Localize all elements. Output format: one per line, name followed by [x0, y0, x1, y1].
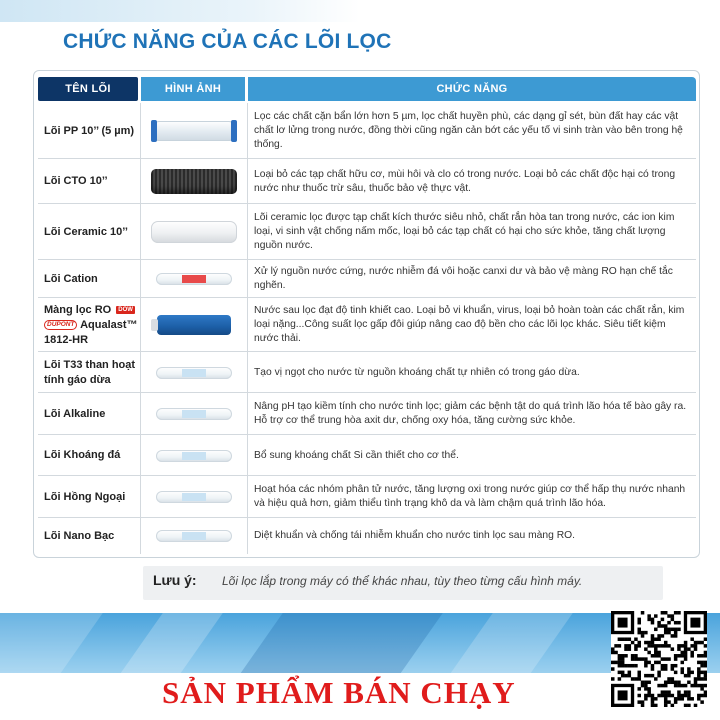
- column-divider: [247, 435, 248, 476]
- filter-name: Lõi Nano Bạc: [44, 529, 115, 542]
- filter-function: Nước sau lọc đạt độ tinh khiết cao. Loại bỏ vi khuẩn, virus, loại bỏ hoàn toàn các chất rắn, kim loại nặng...Công suất lọc gấp đôi giúp nâng cao độ bền cho các lõi lọc khác. Siêu tiết kiệm nước thải.: [254, 305, 685, 344]
- column-divider: [140, 159, 141, 204]
- note-text: Lõi lọc lắp trong máy có thể khác nhau, tùy theo từng cấu hình máy.: [222, 574, 583, 588]
- filter-name: Lõi Alkaline: [44, 407, 106, 420]
- qr-code-graphic: [611, 611, 707, 707]
- ro-membrane-image: [157, 315, 231, 335]
- filter-name: Lõi CTO 10’’: [44, 175, 108, 187]
- filter-function: Hoạt hóa các nhóm phân tử nước, tăng lượng oxi trong nước giúp cơ thể hấp thụ nước nhanh và hiệu quả hơn, giảm thiểu tình trạng khô da và làm chậm quá trình lão hóa.: [254, 484, 686, 509]
- filter-function: Nâng pH tạo kiềm tính cho nước tinh lọc; giảm các bệnh tật do quá trình lão hóa tế bào gây ra. Hỗ trợ cơ thể trung hòa axit dư, chống oxy hóa, tăng cường sức khỏe.: [254, 401, 687, 426]
- column-divider: [247, 159, 248, 204]
- table-row: [38, 518, 696, 554]
- column-divider: [247, 476, 248, 518]
- ceramic-filter-image: [151, 221, 237, 243]
- filter-name: Lõi Hồng Ngoại: [44, 490, 126, 503]
- column-divider: [247, 518, 248, 554]
- column-divider: [140, 393, 141, 435]
- aqualast-brand: Aqualast™: [80, 318, 138, 331]
- filter-image-cell: [142, 352, 245, 393]
- column-divider: [140, 103, 141, 159]
- page-title: CHỨC NĂNG CỦA CÁC LÕI LỌC: [63, 30, 392, 53]
- cation-filter-image: [156, 273, 232, 285]
- filter-name: Lõi Cation: [44, 272, 98, 285]
- filter-image-cell: [142, 103, 245, 159]
- filter-name-ro: [38, 298, 138, 352]
- mineral-filter-image: [156, 450, 232, 462]
- filter-image-cell: [142, 476, 245, 518]
- decor-stripe: [237, 613, 443, 678]
- column-divider: [140, 260, 141, 298]
- table-row: [38, 435, 696, 476]
- column-divider: [247, 298, 248, 352]
- filter-function: Loại bỏ các tạp chất hữu cơ, mùi hôi và clo có trong nước. Loại bỏ các chất độc hại có trong nước như thuốc trừ sâu, thuốc bảo vệ thực vật.: [254, 168, 676, 194]
- filter-image-cell: [142, 260, 245, 298]
- note-label: Lưu ý:: [153, 572, 197, 588]
- dupont-logo: DUPONT: [44, 320, 77, 330]
- column-divider: [247, 103, 248, 159]
- filter-name: Lõi Ceramic 10’’: [44, 225, 128, 238]
- filter-function: Lọc các chất cặn bẩn lớn hơn 5 µm, lọc chất huyền phù, các dạng gỉ sét, bùn đất hay các vật chất lơ lửng trong nước, đồng thời cũng ngăn cản bớt các yếu tố vi sinh tràn vào bên trong hệ thống.: [254, 111, 683, 150]
- filter-image-cell: [142, 435, 245, 476]
- table-row: [38, 393, 696, 435]
- column-divider: [140, 204, 141, 260]
- filter-image-cell: [142, 393, 245, 435]
- filter-name: Lõi PP 10’’ (5 µm): [44, 124, 135, 137]
- pp-filter-image: [153, 121, 235, 141]
- column-divider: [140, 476, 141, 518]
- column-divider: [140, 518, 141, 554]
- nano-silver-filter-image: [156, 530, 232, 542]
- filter-image-cell: [142, 159, 245, 204]
- column-divider: [140, 435, 141, 476]
- cto-filter-image: [151, 169, 237, 194]
- table-row: [38, 298, 696, 352]
- column-header-image: HÌNH ẢNH: [141, 77, 245, 101]
- column-divider: [247, 393, 248, 435]
- table-row: [38, 352, 696, 393]
- table-row: [38, 159, 696, 204]
- filter-function: Tạo vị ngọt cho nước từ nguồn khoáng chất tự nhiên có trong gáo dừa.: [254, 366, 580, 378]
- decor-stripe: [117, 613, 223, 678]
- qr-code-icon[interactable]: [611, 611, 707, 707]
- filter-function: Xử lý nguồn nước cứng, nước nhiễm đá vôi hoặc canxi dư và bảo vệ màng RO hạn chế tắc nghẽn.: [254, 266, 673, 291]
- column-header-name: TÊN LÕI: [38, 77, 138, 101]
- filter-name: Lõi T33 than hoạt tính gáo dừa: [44, 358, 136, 386]
- column-divider: [247, 204, 248, 260]
- table-row: [38, 103, 696, 159]
- filter-function: Diệt khuẩn và chống tái nhiễm khuẩn cho nước tinh lọc sau màng RO.: [254, 530, 576, 541]
- filter-function: Bổ sung khoáng chất Si cần thiết cho cơ thể.: [254, 449, 459, 461]
- table-row: [38, 476, 696, 518]
- filter-function: Lõi ceramic lọc được tạp chất kích thước siêu nhỏ, chất rắn hòa tan trong nước, các ion kim loại, vi sinh vật chống nấm mốc, loại bỏ các tạp chất có hại cho sức khỏe, tăng chất lượng nguồn nước.: [254, 212, 675, 251]
- column-divider: [247, 260, 248, 298]
- decor-stripe: [0, 613, 103, 678]
- table-row: [38, 260, 696, 298]
- filter-name: Lõi Khoáng đá: [44, 449, 121, 461]
- dow-logo: DOW: [118, 306, 133, 313]
- column-divider: [140, 352, 141, 393]
- alkaline-filter-image: [156, 408, 232, 420]
- best-seller-banner: SẢN PHẨM BÁN CHẠY: [162, 675, 516, 710]
- column-divider: [247, 352, 248, 393]
- table-row: [38, 204, 696, 260]
- infrared-filter-image: [156, 491, 232, 503]
- filter-name: Màng lọc RO: [44, 303, 112, 316]
- filter-image-cell: [142, 204, 245, 260]
- t33-filter-image: [156, 367, 232, 379]
- top-decor-band: [0, 0, 360, 22]
- ro-model: 1812-HR: [44, 333, 89, 346]
- filter-image-cell: [142, 518, 245, 554]
- decor-stripe: [447, 613, 573, 678]
- filter-image-cell: [142, 298, 245, 352]
- column-header-function: CHỨC NĂNG: [248, 77, 696, 101]
- column-divider: [140, 298, 141, 352]
